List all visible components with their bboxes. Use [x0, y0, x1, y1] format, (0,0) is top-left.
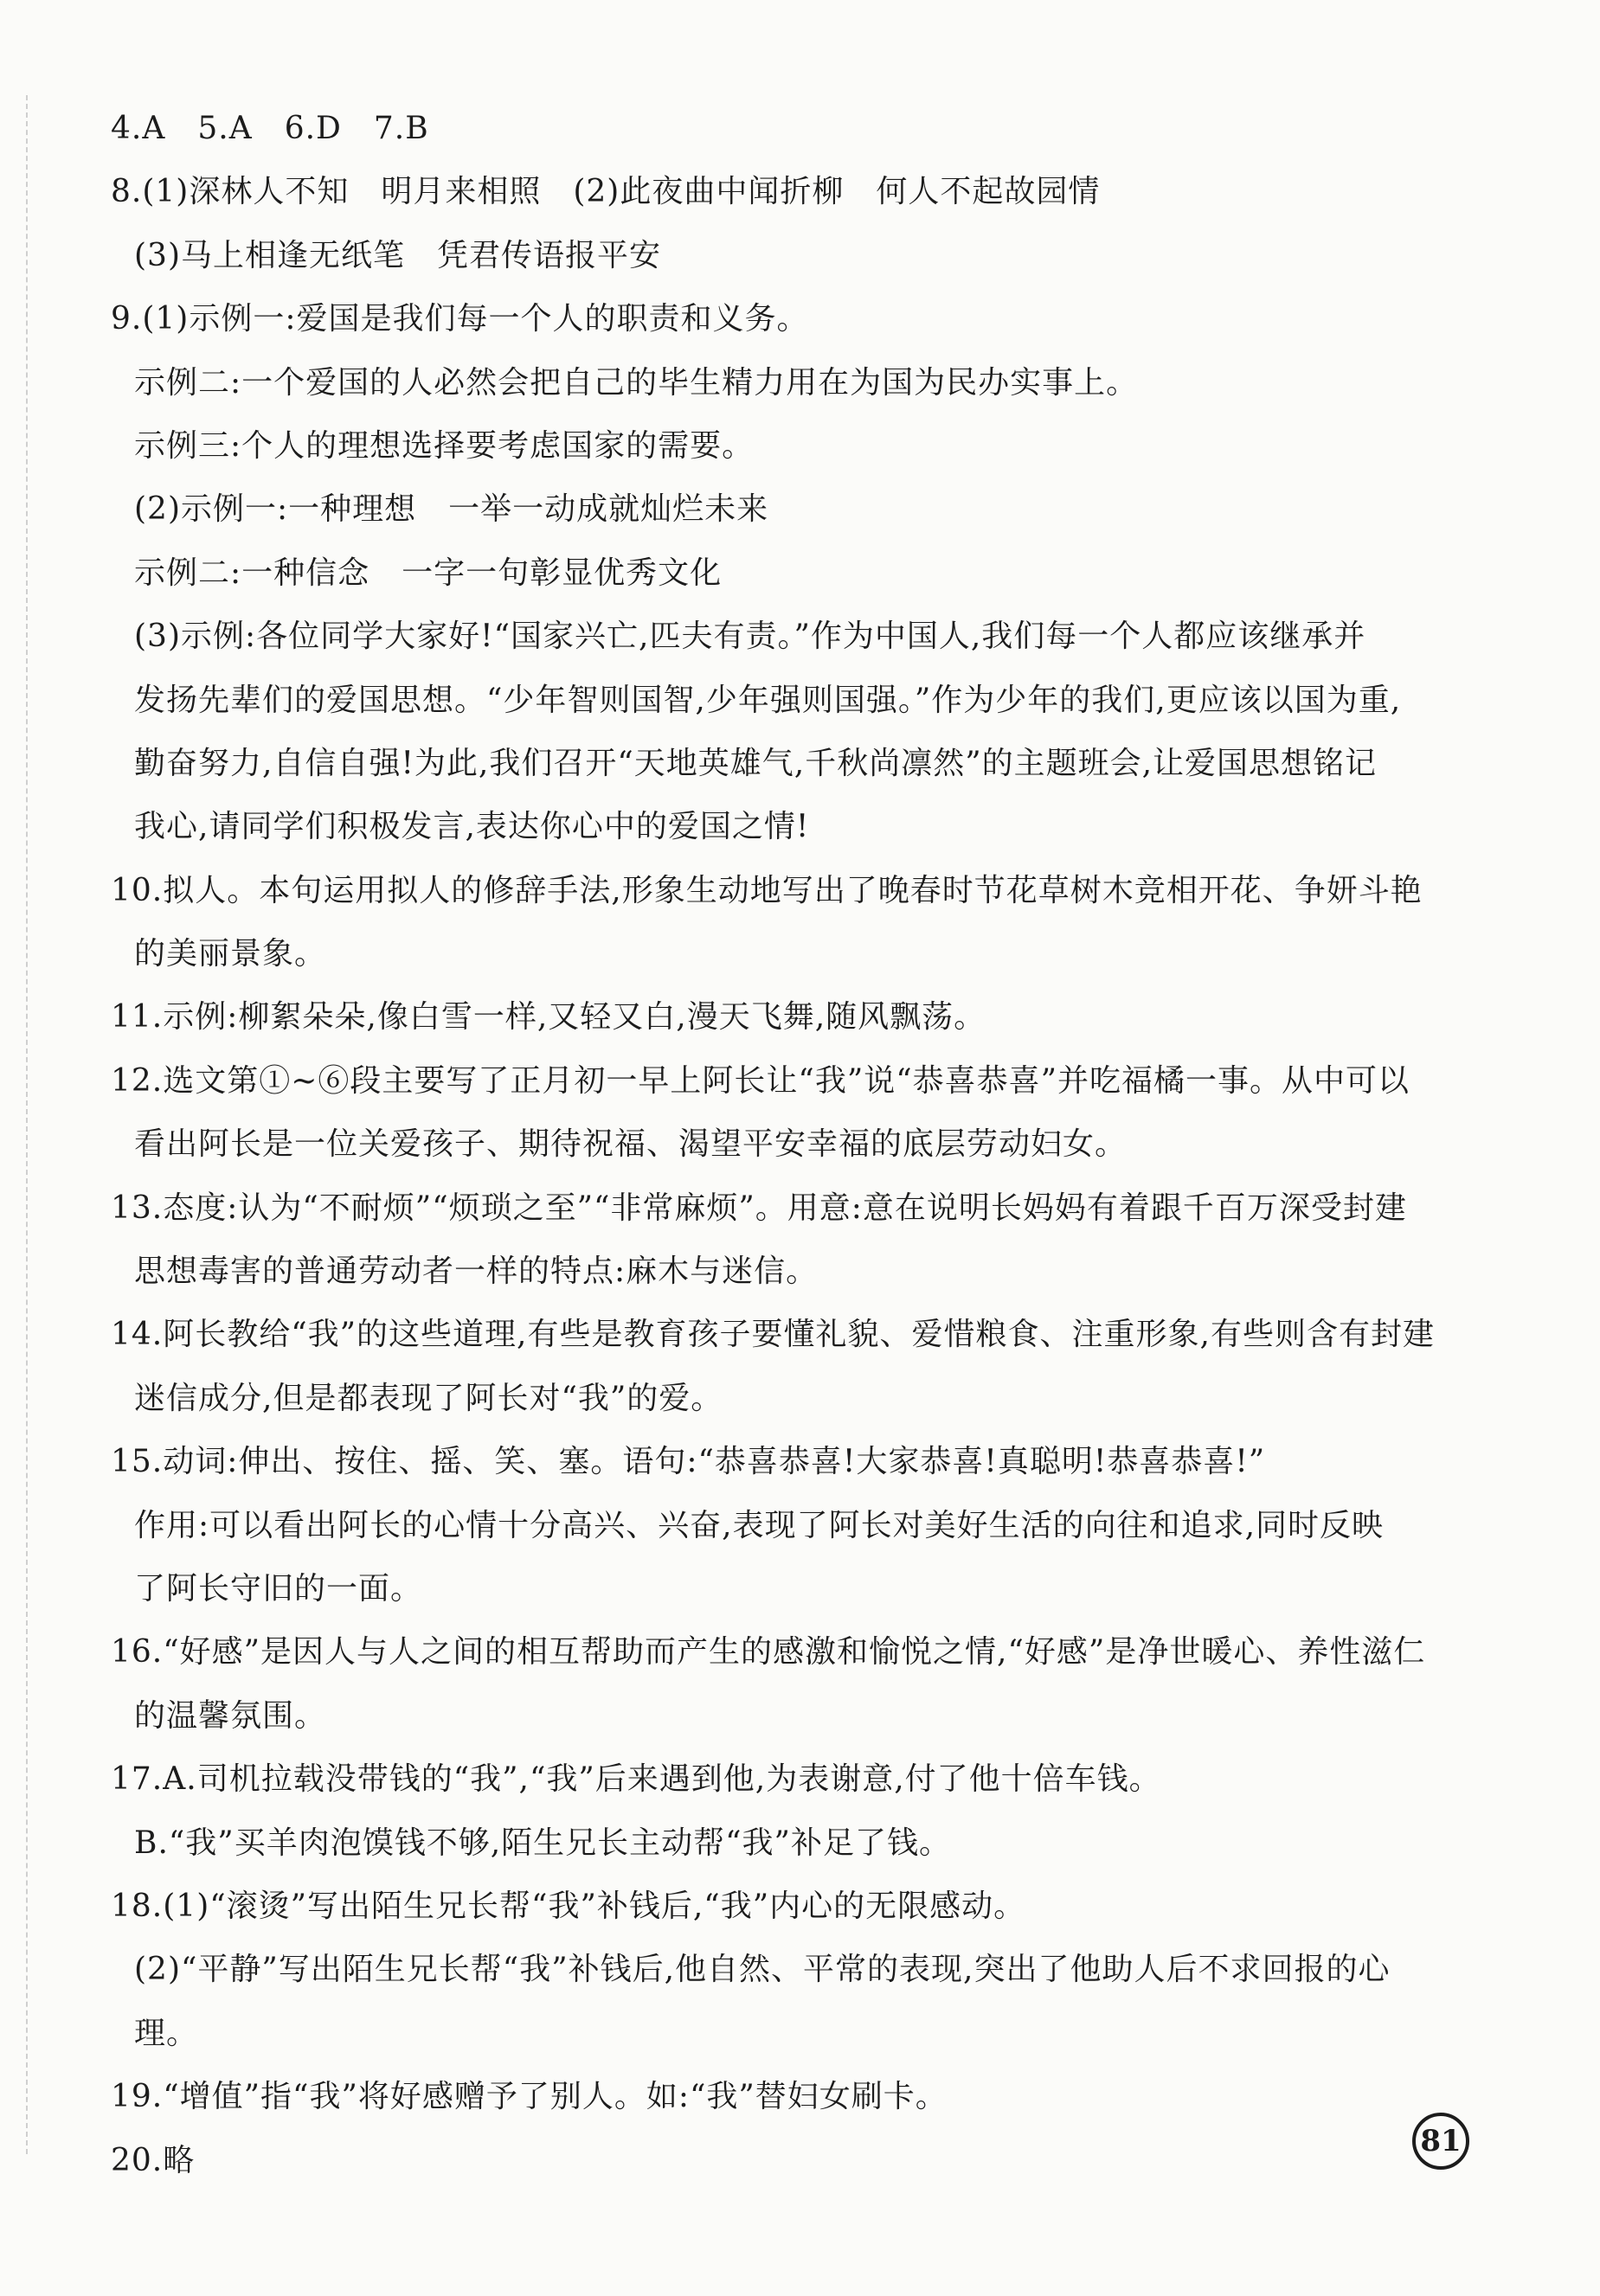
- answer-line: B.“我”买羊肉泡馍钱不够,陌生兄长主动帮“我”补足了钱。: [134, 1825, 951, 1861]
- answer-line: 迷信成分,但是都表现了阿长对“我”的爱。: [134, 1380, 723, 1416]
- binding-margin-line: [26, 95, 28, 2154]
- answer-line: 18.(1)“滚烫”写出陌生兄长帮“我”补钱后,“我”内心的无限感动。: [111, 1888, 1026, 1924]
- answer-line: 思想毒害的普通劳动者一样的特点:麻木与迷信。: [134, 1254, 819, 1290]
- answer-line: 的温馨氛围。: [134, 1697, 327, 1734]
- answer-line: 16.“好感”是因人与人之间的相互帮助而产生的感激和愉悦之情,“好感”是净世暖心、养性滋仁: [111, 1634, 1426, 1671]
- answer-line: 示例二:一种信念 一字一句彰显优秀文化: [134, 555, 723, 591]
- answer-line: 8.(1)深林人不知 明月来相照 (2)此夜曲中闻折柳 何人不起故园情: [111, 174, 1101, 210]
- page-number: 81: [1412, 2113, 1469, 2170]
- answer-line: 勤奋努力,自信自强!为此,我们召开“天地英雄气,千秋尚凛然”的主题班会,让爱国思想铭记: [134, 745, 1378, 781]
- answer-list: [111, 97, 1478, 2192]
- answer-line: 20.略: [111, 2142, 196, 2178]
- answer-line: 15.动词:伸出、按住、摇、笑、塞。语句:“恭喜恭喜!大家恭喜!真聪明!恭喜恭喜!”: [111, 1444, 1266, 1480]
- answer-line: 9.(1)示例一:爱国是我们每一个人的职责和义务。: [111, 301, 809, 337]
- answer-line: (3)示例:各位同学大家好!“国家兴亡,匹夫有责。”作为中国人,我们每一个人都应该继承并: [134, 619, 1366, 655]
- answer-line: 17.A.司机拉载没带钱的“我”,“我”后来遇到他,为表谢意,付了他十倍车钱。: [111, 1761, 1161, 1798]
- answer-line: 14.阿长教给“我”的这些道理,有些是教育孩子要懂礼貌、爱惜粮食、注重形象,有些则含有封建: [111, 1317, 1435, 1353]
- answer-line: 发扬先辈们的爱国思想。“少年智则国智,少年强则国强。”作为少年的我们,更应该以国为重,: [134, 682, 1402, 718]
- answer-line: 13.态度:认为“不耐烦”“烦琐之至”“非常麻烦”。用意:意在说明长妈妈有着跟千百万深受封建: [111, 1190, 1407, 1226]
- answer-line: 12.选文第①~⑥段主要写了正月初一早上阿长让“我”说“恭喜恭喜”并吃福橘一事。从中可以: [111, 1062, 1410, 1099]
- answer-line: 示例三:个人的理想选择要考虑国家的需要。: [134, 427, 755, 464]
- answer-line: 看出阿长是一位关爱孩子、期待祝福、渴望平安幸福的底层劳动妇女。: [134, 1126, 1128, 1163]
- answer-line: 19.“增值”指“我”将好感赠予了别人。如:“我”替妇女刷卡。: [111, 2079, 948, 2115]
- answer-line: 我心,请同学们积极发言,表达你心中的爱国之情!: [134, 809, 810, 845]
- answer-line: 10.拟人。本句运用拟人的修辞手法,形象生动地写出了晚春时节花草树木竞相开花、争妍斗艳: [111, 872, 1423, 908]
- answer-line: 的美丽景象。: [134, 936, 327, 972]
- answer-line: 了阿长守旧的一面。: [134, 1570, 423, 1607]
- answer-line: (2)示例一:一种理想 一举一动成就灿烂未来: [134, 491, 769, 528]
- answer-line: 11.示例:柳絮朵朵,像白雪一样,又轻又白,漫天飞舞,随风飘荡。: [111, 999, 986, 1036]
- answer-line: 理。: [134, 2015, 199, 2051]
- answer-line: 作用:可以看出阿长的心情十分高兴、兴奋,表现了阿长对美好生活的向往和追求,同时反映: [134, 1507, 1385, 1543]
- answer-line: (2)“平静”写出陌生兄长帮“我”补钱后,他自然、平常的表现,突出了他助人后不求回报的心: [134, 1952, 1391, 1988]
- answer-line: 示例二:一个爱国的人必然会把自己的毕生精力用在为国为民办实事上。: [134, 364, 1139, 401]
- answer-line: 4.A 5.A 6.D 7.B: [111, 111, 429, 146]
- answer-line: (3)马上相逢无纸笔 凭君传语报平安: [134, 237, 661, 273]
